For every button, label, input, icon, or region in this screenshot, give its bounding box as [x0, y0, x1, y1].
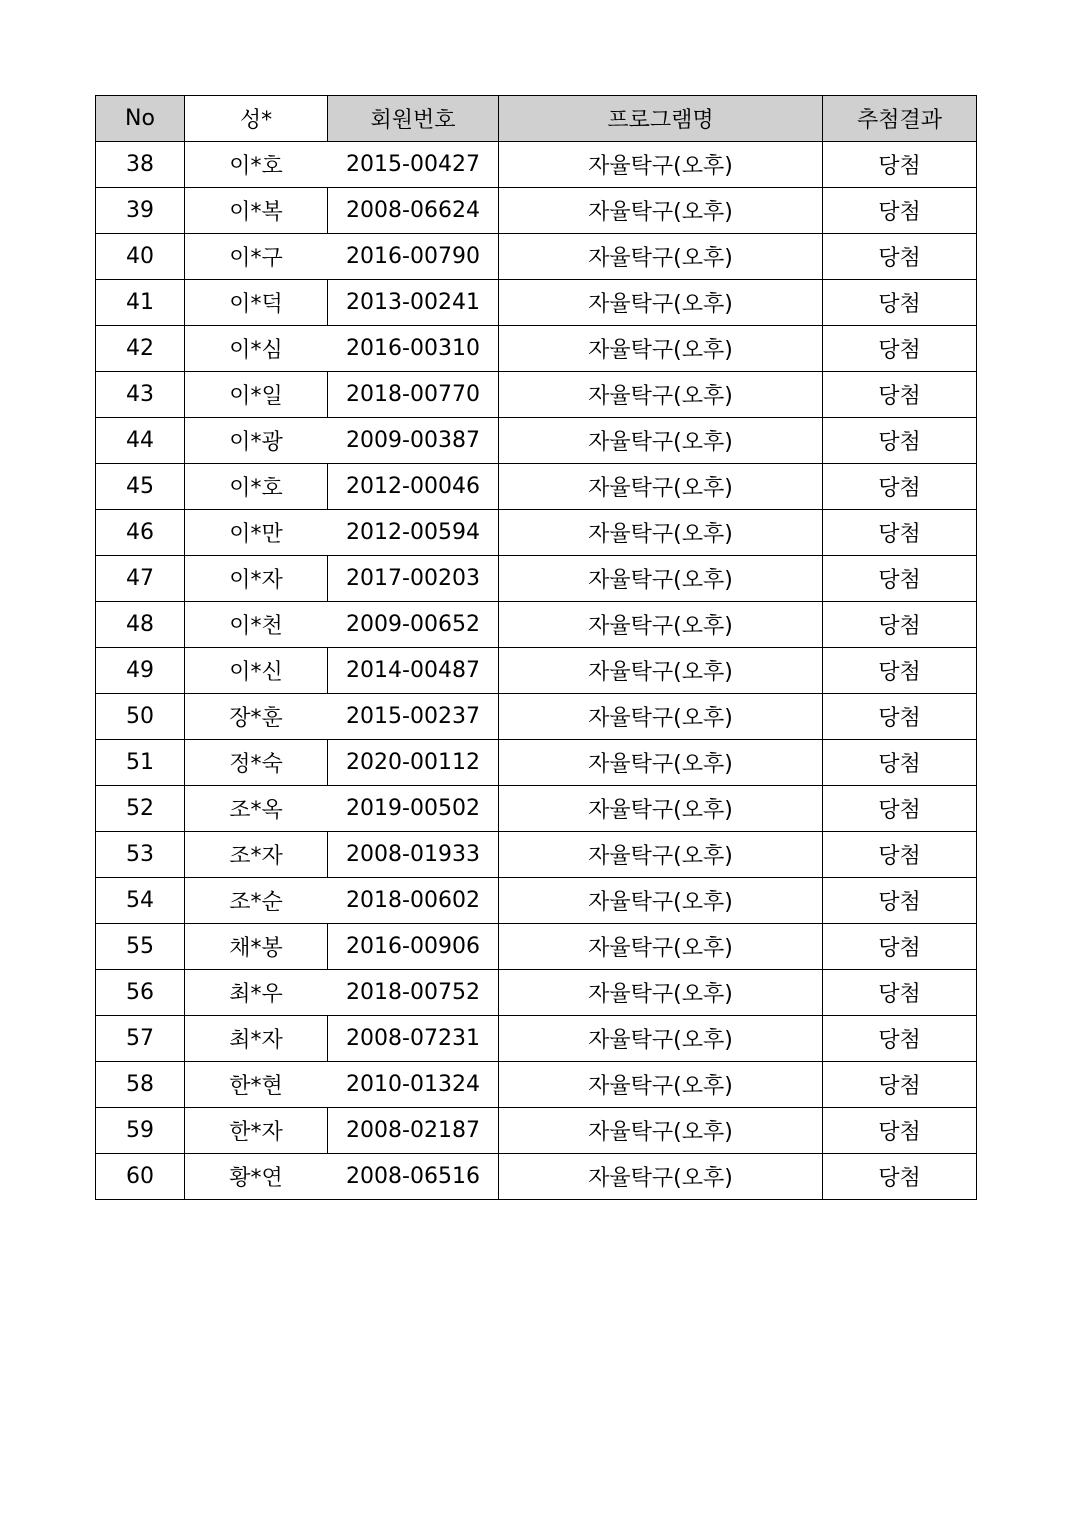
cell-no: 42	[96, 326, 185, 372]
table-row	[96, 1062, 977, 1108]
cell-program: 자율탁구(오후)	[499, 510, 823, 556]
cell-result: 당첨	[823, 142, 977, 188]
cell-name: 정*숙	[185, 740, 328, 786]
table-row	[96, 970, 977, 1016]
table-row	[96, 188, 977, 234]
cell-no: 44	[96, 418, 185, 464]
table-row	[96, 464, 977, 510]
cell-no: 50	[96, 694, 185, 740]
cell-result: 당첨	[823, 556, 977, 602]
cell-program: 자율탁구(오후)	[499, 786, 823, 832]
cell-name: 이*복	[185, 188, 328, 234]
cell-name: 최*자	[185, 1016, 328, 1062]
cell-no: 60	[96, 1154, 185, 1200]
cell-no: 59	[96, 1108, 185, 1154]
cell-result: 당첨	[823, 464, 977, 510]
cell-member-id: 2008-01933	[328, 832, 499, 878]
cell-member-id: 2018-00770	[328, 372, 499, 418]
cell-name: 이*광	[185, 418, 328, 464]
cell-no: 40	[96, 234, 185, 280]
lottery-results-table	[95, 95, 977, 1200]
cell-no: 47	[96, 556, 185, 602]
cell-result: 당첨	[823, 510, 977, 556]
cell-no: 48	[96, 602, 185, 648]
cell-no: 55	[96, 924, 185, 970]
cell-member-id: 2018-00602	[328, 878, 499, 924]
cell-result: 당첨	[823, 740, 977, 786]
cell-name: 이*구	[185, 234, 328, 280]
cell-result: 당첨	[823, 970, 977, 1016]
cell-member-id: 2008-07231	[328, 1016, 499, 1062]
cell-member-id: 2016-00906	[328, 924, 499, 970]
cell-no: 49	[96, 648, 185, 694]
cell-program: 자율탁구(오후)	[499, 602, 823, 648]
cell-no: 45	[96, 464, 185, 510]
cell-no: 41	[96, 280, 185, 326]
cell-member-id: 2016-00310	[328, 326, 499, 372]
cell-name: 한*현	[185, 1062, 328, 1108]
cell-member-id: 2018-00752	[328, 970, 499, 1016]
cell-name: 장*훈	[185, 694, 328, 740]
cell-member-id: 2012-00046	[328, 464, 499, 510]
cell-member-id: 2013-00241	[328, 280, 499, 326]
cell-name: 이*일	[185, 372, 328, 418]
cell-program: 자율탁구(오후)	[499, 1154, 823, 1200]
header-name: 성*	[185, 96, 328, 142]
table-row	[96, 510, 977, 556]
cell-no: 53	[96, 832, 185, 878]
cell-name: 이*만	[185, 510, 328, 556]
table-row	[96, 740, 977, 786]
cell-result: 당첨	[823, 1108, 977, 1154]
cell-result: 당첨	[823, 924, 977, 970]
table-row	[96, 418, 977, 464]
header-result: 추첨결과	[823, 96, 977, 142]
cell-name: 이*심	[185, 326, 328, 372]
table-row	[96, 832, 977, 878]
cell-result: 당첨	[823, 694, 977, 740]
cell-name: 조*자	[185, 832, 328, 878]
table-row	[96, 1108, 977, 1154]
cell-program: 자율탁구(오후)	[499, 418, 823, 464]
cell-no: 46	[96, 510, 185, 556]
cell-result: 당첨	[823, 372, 977, 418]
cell-program: 자율탁구(오후)	[499, 878, 823, 924]
cell-result: 당첨	[823, 648, 977, 694]
cell-program: 자율탁구(오후)	[499, 970, 823, 1016]
cell-name: 이*호	[185, 142, 328, 188]
cell-member-id: 2020-00112	[328, 740, 499, 786]
cell-member-id: 2008-02187	[328, 1108, 499, 1154]
cell-program: 자율탁구(오후)	[499, 188, 823, 234]
table-row	[96, 878, 977, 924]
cell-program: 자율탁구(오후)	[499, 1016, 823, 1062]
cell-program: 자율탁구(오후)	[499, 1108, 823, 1154]
cell-no: 56	[96, 970, 185, 1016]
cell-name: 조*옥	[185, 786, 328, 832]
cell-no: 39	[96, 188, 185, 234]
cell-name: 이*자	[185, 556, 328, 602]
cell-no: 57	[96, 1016, 185, 1062]
cell-result: 당첨	[823, 280, 977, 326]
cell-program: 자율탁구(오후)	[499, 234, 823, 280]
cell-name: 한*자	[185, 1108, 328, 1154]
table-row	[96, 1154, 977, 1200]
cell-result: 당첨	[823, 878, 977, 924]
cell-program: 자율탁구(오후)	[499, 142, 823, 188]
cell-member-id: 2017-00203	[328, 556, 499, 602]
cell-name: 이*덕	[185, 280, 328, 326]
cell-member-id: 2012-00594	[328, 510, 499, 556]
cell-member-id: 2014-00487	[328, 648, 499, 694]
cell-program: 자율탁구(오후)	[499, 280, 823, 326]
cell-result: 당첨	[823, 234, 977, 280]
cell-name: 황*연	[185, 1154, 328, 1200]
table-header-row	[96, 96, 977, 142]
cell-program: 자율탁구(오후)	[499, 556, 823, 602]
cell-result: 당첨	[823, 786, 977, 832]
cell-result: 당첨	[823, 1016, 977, 1062]
cell-name: 이*호	[185, 464, 328, 510]
cell-member-id: 2015-00237	[328, 694, 499, 740]
cell-result: 당첨	[823, 832, 977, 878]
table-row	[96, 326, 977, 372]
cell-member-id: 2008-06624	[328, 188, 499, 234]
cell-no: 38	[96, 142, 185, 188]
cell-name: 이*신	[185, 648, 328, 694]
table-row	[96, 602, 977, 648]
cell-program: 자율탁구(오후)	[499, 694, 823, 740]
cell-member-id: 2016-00790	[328, 234, 499, 280]
table-row	[96, 372, 977, 418]
cell-no: 58	[96, 1062, 185, 1108]
cell-result: 당첨	[823, 418, 977, 464]
table-row	[96, 924, 977, 970]
cell-name: 조*순	[185, 878, 328, 924]
table-row	[96, 648, 977, 694]
cell-no: 51	[96, 740, 185, 786]
cell-program: 자율탁구(오후)	[499, 1062, 823, 1108]
cell-result: 당첨	[823, 188, 977, 234]
table-body	[96, 142, 977, 1200]
cell-program: 자율탁구(오후)	[499, 464, 823, 510]
cell-member-id: 2009-00387	[328, 418, 499, 464]
cell-member-id: 2015-00427	[328, 142, 499, 188]
cell-program: 자율탁구(오후)	[499, 326, 823, 372]
cell-result: 당첨	[823, 1062, 977, 1108]
cell-program: 자율탁구(오후)	[499, 832, 823, 878]
cell-result: 당첨	[823, 602, 977, 648]
cell-name: 채*봉	[185, 924, 328, 970]
cell-no: 54	[96, 878, 185, 924]
header-no: No	[96, 96, 185, 142]
table-row	[96, 1016, 977, 1062]
table-row	[96, 142, 977, 188]
header-member-id: 회원번호	[328, 96, 499, 142]
cell-program: 자율탁구(오후)	[499, 648, 823, 694]
cell-name: 최*우	[185, 970, 328, 1016]
cell-no: 43	[96, 372, 185, 418]
cell-member-id: 2019-00502	[328, 786, 499, 832]
cell-result: 당첨	[823, 1154, 977, 1200]
cell-member-id: 2010-01324	[328, 1062, 499, 1108]
cell-program: 자율탁구(오후)	[499, 372, 823, 418]
table-row	[96, 556, 977, 602]
cell-program: 자율탁구(오후)	[499, 924, 823, 970]
table-row	[96, 280, 977, 326]
header-program: 프로그램명	[499, 96, 823, 142]
table-row	[96, 694, 977, 740]
cell-member-id: 2008-06516	[328, 1154, 499, 1200]
table-row	[96, 786, 977, 832]
table-row	[96, 234, 977, 280]
cell-program: 자율탁구(오후)	[499, 740, 823, 786]
cell-result: 당첨	[823, 326, 977, 372]
cell-name: 이*천	[185, 602, 328, 648]
cell-no: 52	[96, 786, 185, 832]
cell-member-id: 2009-00652	[328, 602, 499, 648]
